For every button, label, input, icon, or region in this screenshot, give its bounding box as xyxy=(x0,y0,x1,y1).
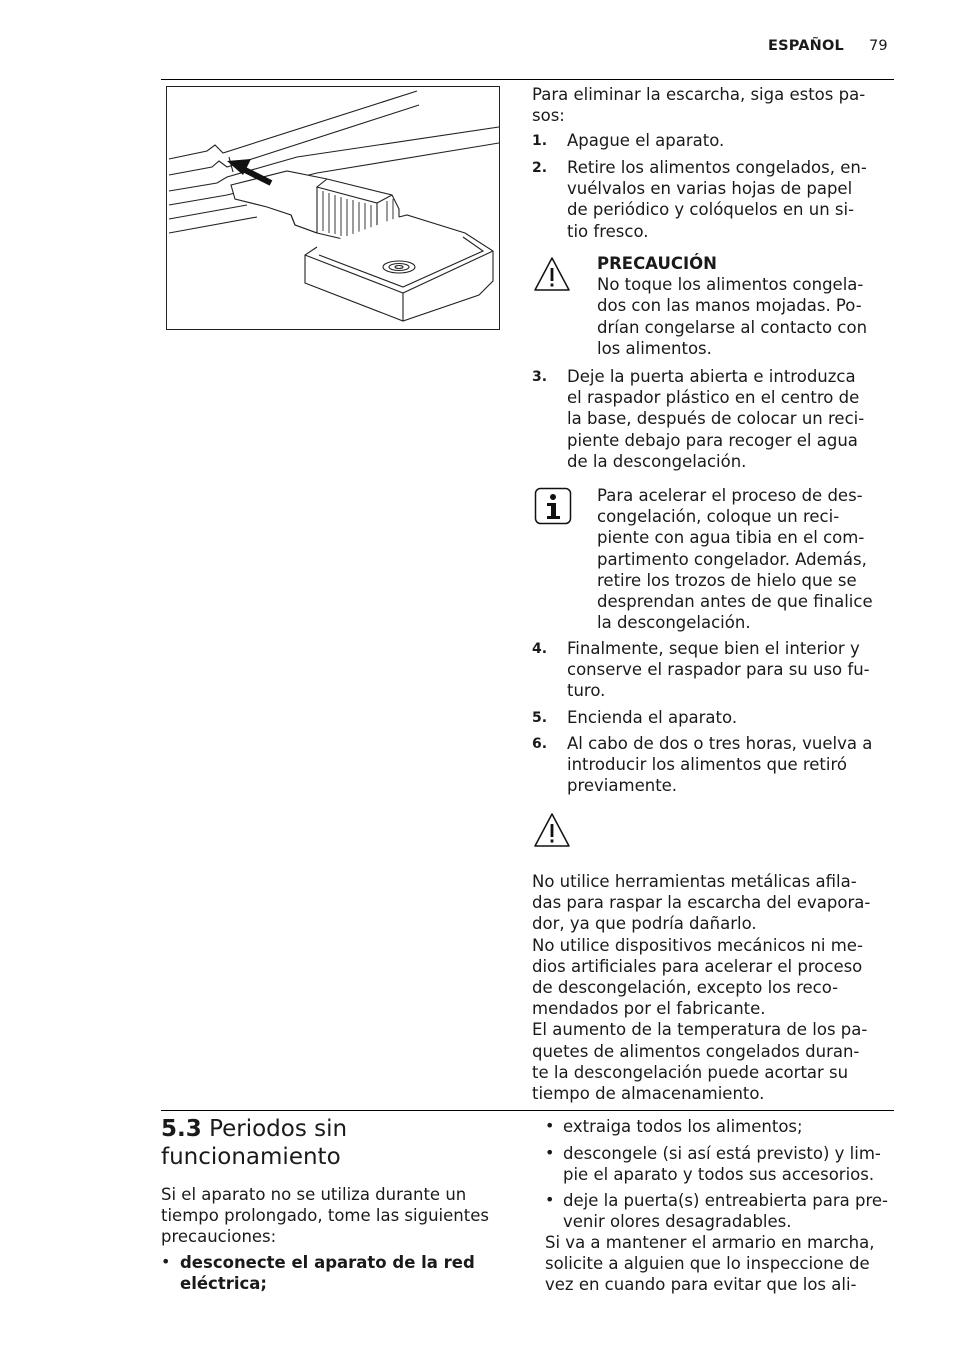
text-line: Apague el aparato. xyxy=(567,131,725,150)
step-number: 5. xyxy=(532,710,548,726)
bullet-item xyxy=(563,1116,803,1137)
text-line: introducir los alimentos que retiró xyxy=(567,755,848,775)
text-line: solicite a alguien que lo inspeccione de xyxy=(545,1254,870,1274)
freezer-drip-tray-illustration xyxy=(166,86,500,330)
step-2-text xyxy=(567,157,867,242)
scraper-tray-drawing xyxy=(167,87,500,330)
warning-note xyxy=(532,871,870,1104)
text-line: los alimentos. xyxy=(597,338,712,358)
text-line: dos con las manos mojadas. Po- xyxy=(597,296,862,316)
bullet-item xyxy=(563,1143,881,1185)
page-number: 79 xyxy=(869,38,888,54)
text-line: mendados por el fabricante. xyxy=(532,999,766,1019)
bullet-icon: • xyxy=(545,1190,555,1209)
text-line: partimento congelador. Además, xyxy=(597,549,867,569)
text-line: turo. xyxy=(567,681,606,701)
bold-bullet-text xyxy=(180,1252,475,1294)
bullet-item xyxy=(563,1190,888,1232)
step-number: 3. xyxy=(532,369,548,385)
text-line: Retire los alimentos congelados, en- xyxy=(567,158,867,177)
text-line: Encienda el aparato. xyxy=(567,708,738,727)
section-title-line: Periodos sin xyxy=(209,1116,348,1142)
text-line: tio fresco. xyxy=(567,221,649,241)
text-line: desconecte el aparato de la red xyxy=(180,1253,475,1272)
step-1-text xyxy=(567,130,724,151)
text-line: precauciones: xyxy=(161,1227,277,1247)
text-line: Para eliminar la escarcha, siga estos pa- xyxy=(532,85,866,104)
text-line: desprendan antes de que finalice xyxy=(597,592,873,612)
text-line: la descongelación. xyxy=(597,613,751,633)
text-line: de periódico y colóquelos en un si- xyxy=(567,200,855,220)
step-3-text xyxy=(567,366,864,472)
text-line: te la descongelación puede acortar su xyxy=(532,1062,849,1082)
step-4-text xyxy=(567,638,870,702)
bullet-icon: • xyxy=(161,1252,171,1271)
intro-paragraph xyxy=(532,84,892,126)
text-line: Para acelerar el proceso de des- xyxy=(597,486,863,505)
text-line: deje la puerta(s) entreabierta para pre- xyxy=(563,1191,889,1210)
warning-triangle-icon xyxy=(532,255,572,297)
text-line: el raspador plástico en el centro de xyxy=(567,388,860,408)
text-line: drían congelarse al contacto con xyxy=(597,317,868,337)
section-rule xyxy=(161,1110,894,1111)
text-line: piente con agua tibia en el com- xyxy=(597,528,865,548)
section-number: 5.3 xyxy=(161,1116,202,1142)
section-closing-paragraph xyxy=(545,1232,875,1296)
text-line: Al cabo de dos o tres horas, vuelva a xyxy=(567,734,873,753)
text-line: Si el aparato no se utiliza durante un xyxy=(161,1185,467,1204)
text-line: vez en cuando para evitar que los ali- xyxy=(545,1275,857,1295)
running-header-section: ESPAÑOL xyxy=(768,38,844,54)
bullet-icon: • xyxy=(545,1116,555,1135)
section-heading xyxy=(161,1115,347,1171)
bullet-icon: • xyxy=(545,1143,555,1162)
step-number: 4. xyxy=(532,641,548,657)
text-line: sos: xyxy=(532,106,565,126)
warning-triangle-icon xyxy=(532,811,572,853)
text-line: vuélvalos en varias hojas de papel xyxy=(567,179,853,199)
text-line: conserve el raspador para su uso fu- xyxy=(567,660,870,680)
text-line: previamente. xyxy=(567,776,678,796)
text-line: dor, ya que podría dañarlo. xyxy=(532,914,757,934)
text-line: No utilice herramientas metálicas afila- xyxy=(532,872,857,891)
text-line: Deje la puerta abierta e introduzca xyxy=(567,367,856,386)
text-line: Si va a mantener el armario en marcha, xyxy=(545,1233,875,1252)
caution-note xyxy=(597,253,867,359)
step-5-text xyxy=(567,707,737,728)
text-line: No utilice dispositivos mecánicos ni me- xyxy=(532,935,863,955)
text-line: venir olores desagradables. xyxy=(563,1212,792,1232)
text-line: piente debajo para recoger el agua xyxy=(567,430,858,450)
text-line: pie el aparato y todos sus accesorios. xyxy=(563,1165,875,1185)
text-line: El aumento de la temperatura de los pa- xyxy=(532,1020,868,1040)
text-line: de la descongelación. xyxy=(567,451,747,471)
text-line: das para raspar la escarcha del evapora- xyxy=(532,893,871,913)
text-line: extraiga todos los alimentos; xyxy=(563,1117,803,1136)
header-rule xyxy=(161,79,894,80)
text-line: Finalmente, seque bien el interior y xyxy=(567,639,860,658)
text-line: la base, después de colocar un reci- xyxy=(567,409,865,429)
step-6-text xyxy=(567,733,872,797)
text-line: retire los trozos de hielo que se xyxy=(597,570,857,590)
step-number: 2. xyxy=(532,160,548,176)
text-line: dios artificiales para acelerar el proceso xyxy=(532,956,863,976)
text-line: tiempo prolongado, tome las siguientes xyxy=(161,1206,489,1226)
text-line: congelación, coloque un reci- xyxy=(597,507,840,527)
text-line: No toque los alimentos congela- xyxy=(597,275,864,295)
info-icon xyxy=(534,487,572,529)
section-intro xyxy=(161,1184,489,1248)
text-line: de descongelación, excepto los reco- xyxy=(532,978,839,998)
section-title-line: funcionamiento xyxy=(161,1144,341,1170)
caution-title: PRECAUCIÓN xyxy=(597,254,717,273)
info-note xyxy=(597,485,873,633)
text-line: descongele (si así está previsto) y lim- xyxy=(563,1144,881,1163)
step-number: 1. xyxy=(532,133,548,149)
text-line: tiempo de almacenamiento. xyxy=(532,1084,765,1104)
text-line: quetes de alimentos congelados duran- xyxy=(532,1041,860,1061)
text-line: eléctrica; xyxy=(180,1274,268,1294)
step-number: 6. xyxy=(532,736,548,752)
